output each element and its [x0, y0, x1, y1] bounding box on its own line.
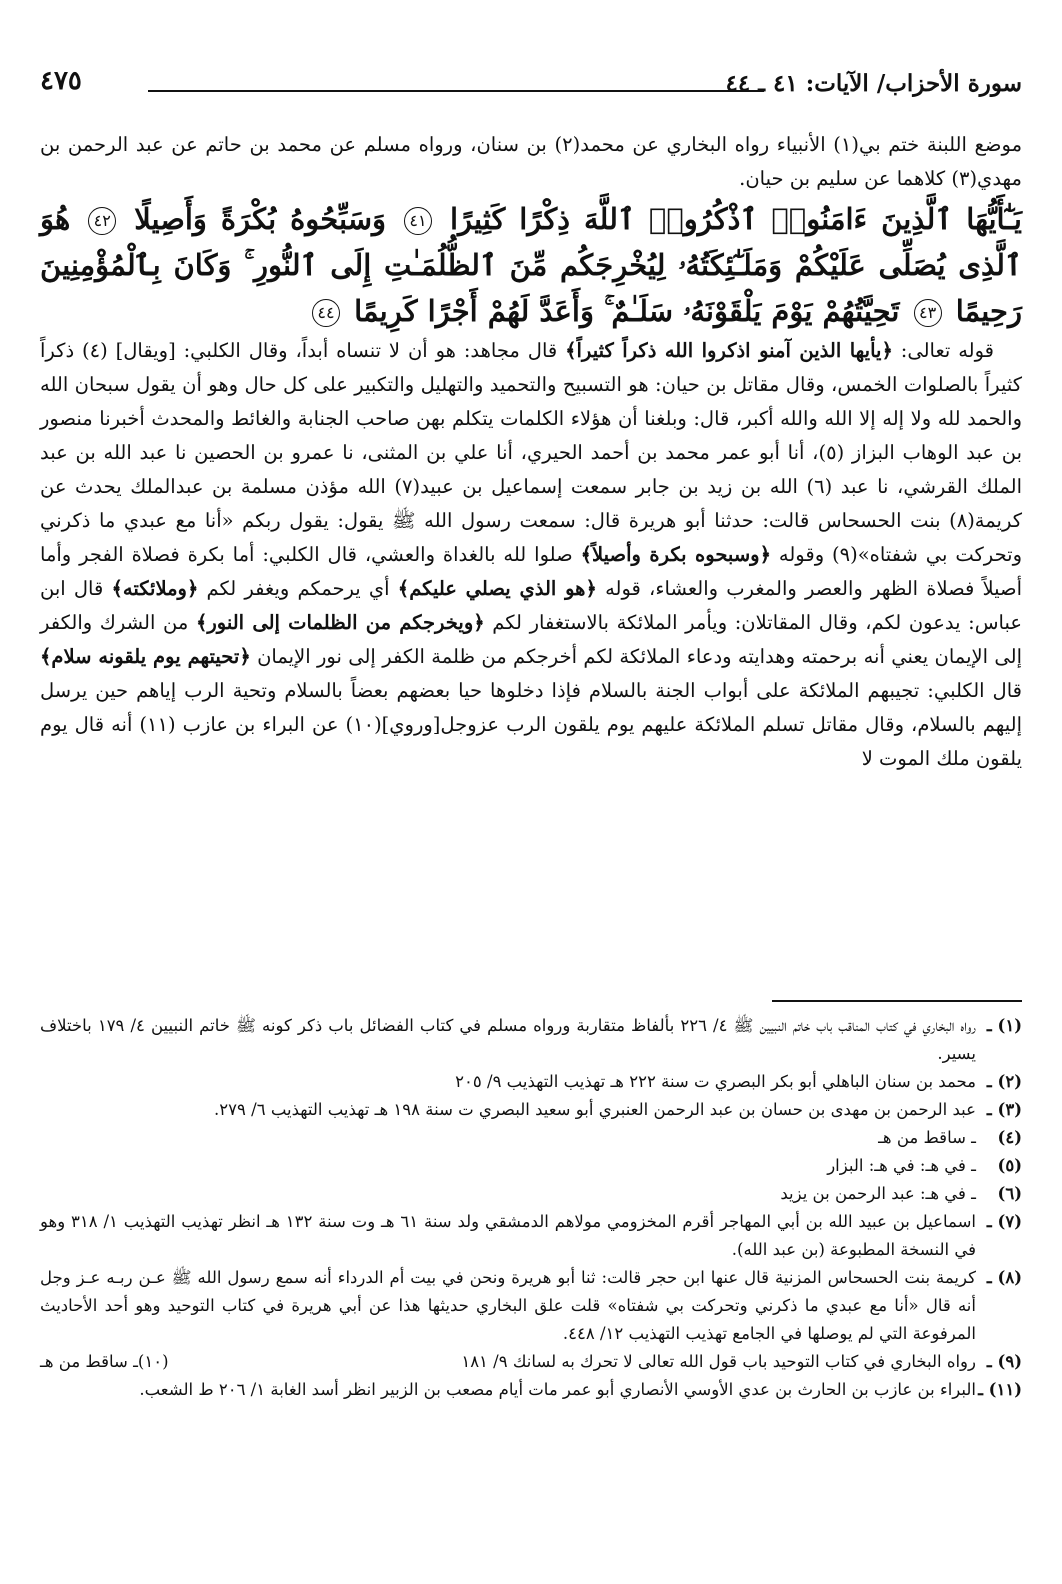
quran-verses: [40, 196, 1022, 334]
ayah-marker-44: ٤٤: [312, 299, 340, 327]
quoted-verse: ﴿يأيها الذين آمنو اذكروا الله ذكراً كثيراً﴾: [565, 339, 893, 362]
footnote-number: (٣) ـ: [986, 1100, 1022, 1119]
quoted-verse: ﴿وملائكته﴾: [111, 577, 199, 600]
ayah-marker-41: ٤١: [404, 207, 432, 235]
footnote-text: البراء بن عازب بن الحارث بن عدي الأوسي الأنصاري أبو عمر مات أيام مصعب بن الزبير انظر أسد الغابة ١/ ٢٠٦ ط الشعب.: [139, 1380, 976, 1399]
page-header: [40, 64, 1022, 104]
footnote-number: (٨) ـ: [986, 1268, 1022, 1287]
footnote-text: ـ في هـ: في هـ: البزار: [827, 1156, 976, 1175]
footnote-number: (١١) ـ: [978, 1380, 1022, 1399]
intro-paragraph: موضع اللبنة ختم بي(١) الأنبياء رواه البخاري عن محمد(٢) بن سنان، ورواه مسلم عن محمد بن حاتم عن عبد الرحمن بن مهدي(٣) كلاهما عن سليم بن حيان.: [40, 133, 1023, 190]
footnote-text: عبد الرحمن بن مهدى بن حسان بن عبد الرحمن العنبري أبو سعيد البصري ت سنة ١٩٨ هـ تهذيب التهذيب ٦/ ٢٧٩.: [214, 1100, 976, 1119]
quoted-verse: ﴿هو الذي يصلي عليكم﴾: [397, 577, 597, 600]
quoted-verse: ﴿ويخرجكم من الظلمات إلى النور﴾: [195, 611, 485, 634]
ayah-marker-43: ٤٣: [914, 299, 942, 327]
footnote-number: (٤): [997, 1128, 1022, 1147]
quoted-verse: ﴿تحيتهم يوم يلقونه سلام﴾: [40, 645, 251, 668]
page-number: ٤٧٥: [40, 66, 82, 96]
footnote: [40, 1124, 1022, 1152]
ayah-marker-42: ٤٢: [88, 207, 116, 235]
verse-43: هُوَ ٱلَّذِى يُصَلِّى عَلَيْكُمْ وَمَلَـٰٓئِكَتُهُۥ لِيُخْرِجَكُم مِّنَ ٱلظُّلُمَـٰتِ إِلَى ٱلنُّورِ ۚ وَكَانَ بِٱلْمُؤْمِنِينَ رَحِيمًا: [40, 202, 1022, 328]
footnote-number: (١) ـ: [986, 1016, 1022, 1035]
footnote: [40, 1012, 1022, 1068]
footnote-divider: [772, 1000, 1022, 1002]
footnote: [40, 1096, 1022, 1124]
footnote: [40, 1208, 1022, 1264]
footnote-text-row: [40, 1348, 976, 1376]
commentary-paragraph: [40, 334, 1022, 776]
footnote-side-note: (١٠)ـ ساقط من هـ: [40, 1352, 169, 1371]
commentary-text: قال مجاهد: هو أن لا تنساه أبداً، وقال الكلبي: [ويقال] (٤) ذكراً كثيراً بالصلوات الخمس، وقال مقاتل بن حيان: هو التسبيح والتحميد والتهليل والتكبير على كل حال وهو أن يقول سبحان الله والحمد لله ولا إله إلا الله والله أكبر، قال: وبلغنا أن هؤلاء الكلمات يتكلم بهن صاحب الجنابة والغائط والمحدث أخبرنا منصور بن عبد الوهاب البزاز (٥)، أنا أبو عمر محمد بن أحمد الحيري، أنا علي بن المثنى، نا عمرو بن الحصين نا عبد الله بن عبد الملك القرشي، نا عبد (٦) الله بن زيد بن جابر سمعت إسماعيل بن عبيد(٧) الله مؤذن مسلمة بن عبدالملك يحدث عن كريمة(٨) بنت الحسحاس قالت: حدثنا أبو هريرة قال: سمعت رسول الله ﷺ يقول: يقول ربكم «أنا مع عبدي ما ذكرني وتحركت بي شفتاه»(٩) وقوله: [40, 339, 1023, 566]
main-text: [40, 128, 1022, 776]
commentary-text: قال الكلبي: تجيبهم الملائكة على أبواب الجنة بالسلام فإذا دخلوها حيا بعضهم بعضاً بالسلام وتحية الرب إياهم حين يرسل إليهم بالسلام، وقال مقاتل تسلم الملائكة عليهم يوم يلقون الرب عزوجل[وروي](١٠) عن البراء بن عازب (١١) أنه قال يوم يلقون ملك الموت لا: [40, 679, 1022, 770]
footnote-number: (٧) ـ: [986, 1212, 1022, 1231]
footnote-text: ـ في هـ: عبد الرحمن بن يزيد: [780, 1184, 976, 1203]
footnote: [40, 1180, 1022, 1208]
footnote-number: (٩) ـ: [986, 1352, 1022, 1371]
commentary-text: قال ابن عباس: يدعون لكم، وقال المقاتلان: ويأمر الملائكة بالاستغفار لكم: [40, 577, 1022, 634]
footnote-text: محمد بن سنان الباهلي أبو بكر البصري ت سنة ٢٢٢ هـ تهذيب التهذيب ٩/ ٢٠٥: [455, 1072, 976, 1091]
surah-title: سورة الأحزاب/ الآيات: ٤١ ـ ٤٤: [725, 70, 1022, 97]
verse-41: يَـٰٓأَيُّهَا ٱلَّذِينَ ءَامَنُوا۟ ٱذْكُرُوا۟ ٱللَّهَ ذِكْرًا كَثِيرًا: [449, 202, 1022, 236]
footnote: [40, 1376, 1022, 1404]
footnote: [40, 1152, 1022, 1180]
commentary-text: صلوا لله بالغداة والعشي، قال الكلبي: أما بكرة فصلاة الفجر وأما أصيلاً فصلاة الظهر والعصر والمغرب والعشاء، قوله: [40, 543, 1023, 600]
footnote-number: (٥): [997, 1156, 1022, 1175]
footnote-text: اسماعيل بن عبيد الله بن أبي المهاجر أقرم المخزومي مولاهم الدمشقي ولد سنة ٦١ هـ وت سنة ١٣٢ هـ انظر تهذيب التهذيب ١/ ٣١٨ وهو في النسخة المطبوعة (بن عبد الله).: [40, 1212, 976, 1259]
commentary-text: قوله تعالى:: [892, 339, 994, 362]
footnotes: [40, 1012, 1022, 1404]
footnote-number: (٦): [997, 1184, 1022, 1203]
commentary-text: أي يرحمكم ويغفر لكم: [198, 577, 398, 600]
footnote-text: رواه البخاري في كتاب المناقب باب خاتم النبيين ﷺ ٤/ ٢٢٦ بألفاظ متقاربة ورواه مسلم في كتاب الفضائل باب ذكر كونه ﷺ خاتم النبيين ٤/ ١٧٩ باختلاف يسير.: [40, 1016, 976, 1063]
verse-42: وَسَبِّحُوهُ بُكْرَةً وَأَصِيلًا: [134, 202, 387, 236]
commentary-text: من الشرك والكفر إلى الإيمان يعني أنه برحمته وهدايته ودعاء الملائكة لكم أخرجكم من ظلمة الكفر إلى نور الإيمان: [40, 611, 1023, 668]
verse-44: تَحِيَّتُهُمْ يَوْمَ يَلْقَوْنَهُۥ سَلَـٰمٌ ۚ وَأَعَدَّ لَهُمْ أَجْرًا كَرِيمًا: [354, 294, 900, 328]
footnote: [40, 1348, 1022, 1376]
header-rule: [148, 90, 764, 92]
footnote-text: ـ ساقط من هـ: [878, 1128, 976, 1147]
footnote: [40, 1068, 1022, 1096]
footnote-number: (٢) ـ: [986, 1072, 1022, 1091]
footnote-text: رواه البخاري في كتاب التوحيد باب قول الله تعالى لا تحرك به لسانك ٩/ ١٨١: [461, 1352, 976, 1371]
footnote-text: كريمة بنت الحسحاس المزنية قال عنها ابن حجر قالت: ثنا أبو هريرة ونحن في بيت أم الدرداء أنه سمع رسول الله ﷺ عـن ربـه عـز وجل أنه قال «أنا مع عبدي ما ذكرني وتحركت بي شفتاه» قلت علق البخاري حديثها هذا عن أبي هريرة في كتاب التوحيد وهو أحد الأحاديث المرفوعة التي لم يوصلها في الجامع تهذيب التهذيب ١٢/ ٤٤٨.: [40, 1268, 976, 1343]
quoted-verse: ﴿وسبحوه بكرة وأصيلاً﴾: [580, 543, 771, 566]
footnote: [40, 1264, 1022, 1348]
